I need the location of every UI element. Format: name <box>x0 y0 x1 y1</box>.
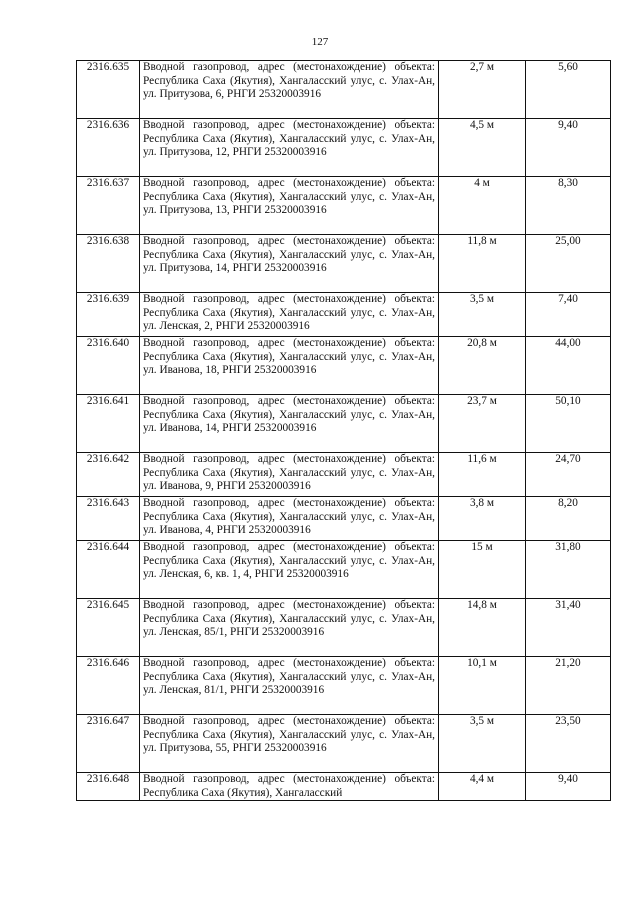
row-number: 2316.639 <box>77 293 140 337</box>
row-value: 31,40 <box>526 599 611 657</box>
row-number: 2316.648 <box>77 773 140 801</box>
row-number: 2316.636 <box>77 119 140 177</box>
row-description: Вводной газопровод, адрес (местонахождение) объекта: Республика Саха (Якутия), Хангаласский улус, с. Улах-Ан, ул. Ленская, 81/1, РНГИ 25320003916 <box>140 657 439 715</box>
row-number: 2316.644 <box>77 541 140 599</box>
row-description: Вводной газопровод, адрес (местонахождение) объекта: Республика Саха (Якутия), Хангаласский улус, с. Улах-Ан, ул. Притузова, 14, РНГИ 25320003916 <box>140 235 439 293</box>
row-length: 14,8 м <box>439 599 526 657</box>
row-description: Вводной газопровод, адрес (местонахождение) объекта: Республика Саха (Якутия), Хангаласский улус, с. Улах-Ан, ул. Притузова, 6, РНГИ 25320003916 <box>140 61 439 119</box>
row-description: Вводной газопровод, адрес (местонахождение) объекта: Республика Саха (Якутия), Хангаласский улус, с. Улах-Ан, ул. Ленская, 6, кв. 1, 4, РНГИ 25320003916 <box>140 541 439 599</box>
row-value: 50,10 <box>526 395 611 453</box>
row-description: Вводной газопровод, адрес (местонахождение) объекта: Республика Саха (Якутия), Хангаласский улус, с. Улах-Ан, ул. Ленская, 2, РНГИ 25320003916 <box>140 293 439 337</box>
table-row <box>77 177 611 235</box>
row-description: Вводной газопровод, адрес (местонахождение) объекта: Республика Саха (Якутия), Хангаласский улус, с. Улах-Ан, ул. Иванова, 18, РНГИ 25320003916 <box>140 337 439 395</box>
row-value: 9,40 <box>526 119 611 177</box>
table-row <box>77 235 611 293</box>
row-number: 2316.635 <box>77 61 140 119</box>
row-value: 31,80 <box>526 541 611 599</box>
row-length: 15 м <box>439 541 526 599</box>
table-row <box>77 541 611 599</box>
table-row <box>77 599 611 657</box>
table-row <box>77 119 611 177</box>
row-number: 2316.643 <box>77 497 140 541</box>
row-description: Вводной газопровод, адрес (местонахождение) объекта: Республика Саха (Якутия), Хангаласский улус, с. Улах-Ан, ул. Притузова, 12, РНГИ 25320003916 <box>140 119 439 177</box>
row-value: 23,50 <box>526 715 611 773</box>
row-length: 3,5 м <box>439 293 526 337</box>
row-number: 2316.638 <box>77 235 140 293</box>
table-row <box>77 497 611 541</box>
registry-table <box>76 60 611 801</box>
row-description: Вводной газопровод, адрес (местонахождение) объекта: Республика Саха (Якутия), Хангаласский улус, с. Улах-Ан, ул. Иванова, 14, РНГИ 25320003916 <box>140 395 439 453</box>
table-row <box>77 293 611 337</box>
row-length: 4,5 м <box>439 119 526 177</box>
row-description: Вводной газопровод, адрес (местонахождение) объекта: Республика Саха (Якутия), Хангаласский улус, с. Улах-Ан, ул. Иванова, 4, РНГИ 25320003916 <box>140 497 439 541</box>
row-value: 8,20 <box>526 497 611 541</box>
row-number: 2316.645 <box>77 599 140 657</box>
row-value: 25,00 <box>526 235 611 293</box>
row-length: 2,7 м <box>439 61 526 119</box>
table-row <box>77 657 611 715</box>
row-length: 20,8 м <box>439 337 526 395</box>
row-number: 2316.640 <box>77 337 140 395</box>
row-value: 7,40 <box>526 293 611 337</box>
row-length: 4 м <box>439 177 526 235</box>
table-row <box>77 453 611 497</box>
table-row <box>77 773 611 801</box>
row-length: 11,8 м <box>439 235 526 293</box>
row-value: 21,20 <box>526 657 611 715</box>
row-value: 8,30 <box>526 177 611 235</box>
table-row <box>77 61 611 119</box>
row-value: 9,40 <box>526 773 611 801</box>
row-length: 3,5 м <box>439 715 526 773</box>
row-length: 11,6 м <box>439 453 526 497</box>
row-length: 10,1 м <box>439 657 526 715</box>
row-description: Вводной газопровод, адрес (местонахождение) объекта: Республика Саха (Якутия), Хангаласский улус, с. Улах-Ан, ул. Иванова, 9, РНГИ 25320003916 <box>140 453 439 497</box>
page-number: 127 <box>311 36 329 48</box>
table-row <box>77 337 611 395</box>
row-number: 2316.637 <box>77 177 140 235</box>
table-row <box>77 715 611 773</box>
row-length: 4,4 м <box>439 773 526 801</box>
table-row <box>77 395 611 453</box>
row-number: 2316.646 <box>77 657 140 715</box>
row-description <box>140 773 439 801</box>
row-length: 3,8 м <box>439 497 526 541</box>
row-number: 2316.647 <box>77 715 140 773</box>
row-value: 24,70 <box>526 453 611 497</box>
row-value: 5,60 <box>526 61 611 119</box>
row-description: Вводной газопровод, адрес (местонахождение) объекта: Республика Саха (Якутия), Хангаласский улус, с. Улах-Ан, ул. Притузова, 13, РНГИ 25320003916 <box>140 177 439 235</box>
row-value: 44,00 <box>526 337 611 395</box>
row-description-text: Вводной газопровод, адрес (местонахождение) объекта: Республика Саха (Якутия), Хангаласский <box>143 773 435 799</box>
row-description: Вводной газопровод, адрес (местонахождение) объекта: Республика Саха (Якутия), Хангаласский улус, с. Улах-Ан, ул. Ленская, 85/1, РНГИ 25320003916 <box>140 599 439 657</box>
row-number: 2316.641 <box>77 395 140 453</box>
row-length: 23,7 м <box>439 395 526 453</box>
row-description: Вводной газопровод, адрес (местонахождение) объекта: Республика Саха (Якутия), Хангаласский улус, с. Улах-Ан, ул. Притузова, 55, РНГИ 25320003916 <box>140 715 439 773</box>
row-number: 2316.642 <box>77 453 140 497</box>
